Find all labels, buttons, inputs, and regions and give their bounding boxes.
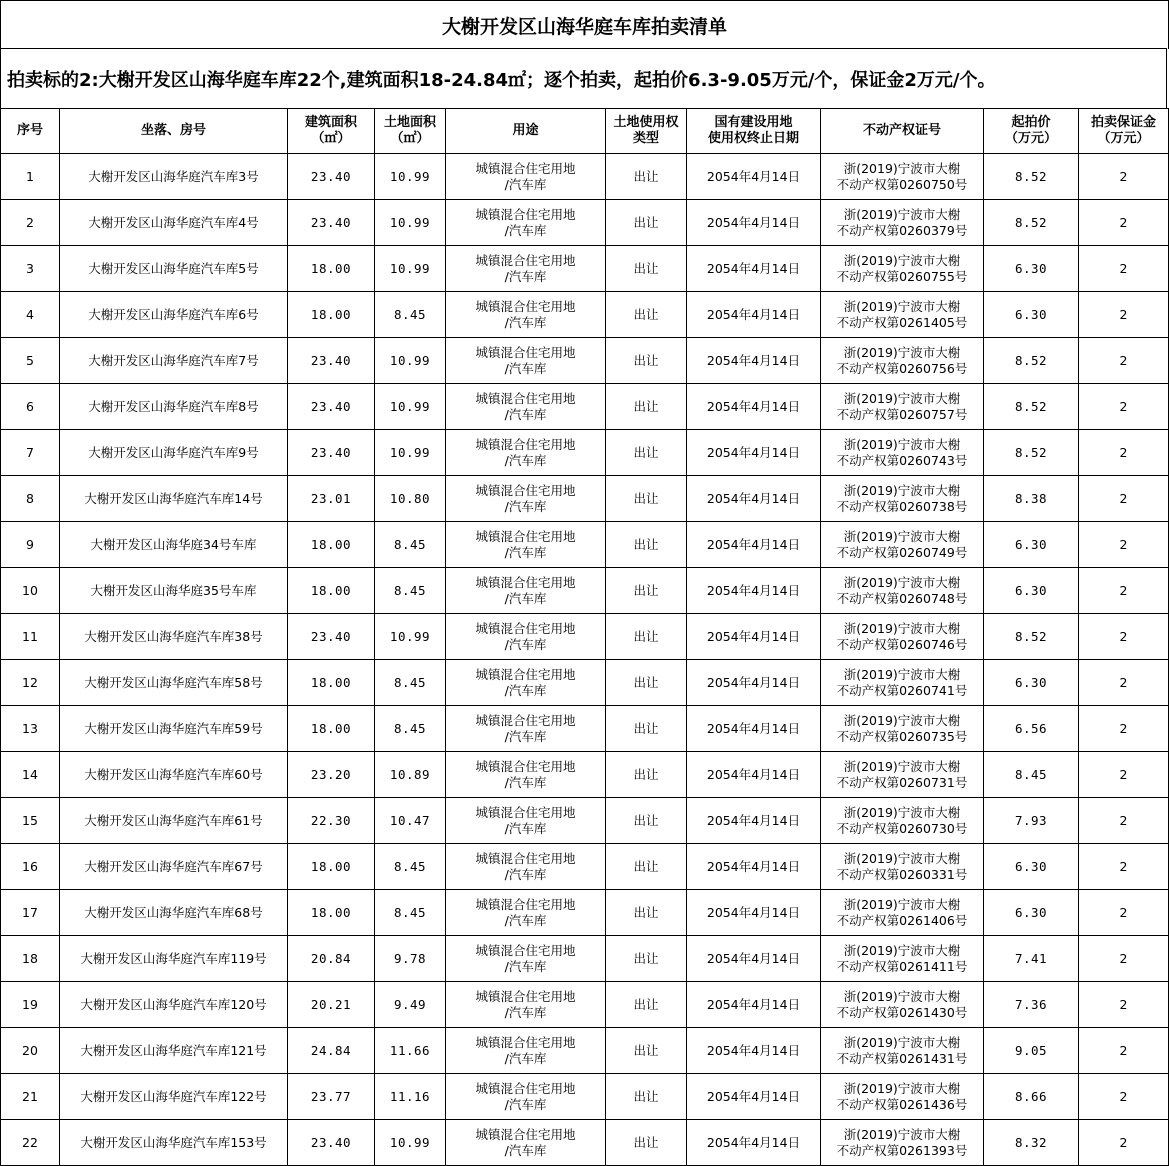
cell-start-price: 6.30 [984, 660, 1079, 706]
cell-seq: 5 [1, 338, 60, 384]
table-row [1, 844, 1169, 890]
table-row [1, 660, 1169, 706]
cell-end-date: 2054年4月14日 [687, 660, 821, 706]
cell-end-date: 2054年4月14日 [687, 890, 821, 936]
cell-seq: 1 [1, 154, 60, 200]
table-row [1, 890, 1169, 936]
cell-usage: 城镇混合住宅用地 /汽车库 [446, 154, 606, 200]
cell-end-date: 2054年4月14日 [687, 798, 821, 844]
table-row [1, 706, 1169, 752]
cell-location: 大榭开发区山海华庭汽车库59号 [60, 706, 288, 752]
cell-building-area: 23.77 [288, 1074, 375, 1120]
cell-cert: 浙(2019)宁波市大榭 不动产权第0260746号 [821, 614, 984, 660]
cell-land-area: 10.99 [375, 384, 446, 430]
cell-cert: 浙(2019)宁波市大榭 不动产权第0260735号 [821, 706, 984, 752]
table-row [1, 752, 1169, 798]
cell-seq: 8 [1, 476, 60, 522]
cell-building-area: 18.00 [288, 844, 375, 890]
cell-building-area: 18.00 [288, 522, 375, 568]
table-header-row [1, 109, 1169, 154]
cell-cert: 浙(2019)宁波市大榭 不动产权第0261405号 [821, 292, 984, 338]
cell-location: 大榭开发区山海华庭汽车库61号 [60, 798, 288, 844]
cell-land-area: 10.99 [375, 430, 446, 476]
cell-cert: 浙(2019)宁波市大榭 不动产权第0260730号 [821, 798, 984, 844]
cell-usage: 城镇混合住宅用地 /汽车库 [446, 430, 606, 476]
cell-deposit: 2 [1079, 936, 1169, 982]
cell-seq: 4 [1, 292, 60, 338]
table-row [1, 982, 1169, 1028]
cell-start-price: 8.52 [984, 154, 1079, 200]
cell-cert: 浙(2019)宁波市大榭 不动产权第0260750号 [821, 154, 984, 200]
cell-land-area: 8.45 [375, 568, 446, 614]
cell-usage: 城镇混合住宅用地 /汽车库 [446, 246, 606, 292]
cell-location: 大榭开发区山海华庭汽车库119号 [60, 936, 288, 982]
cell-cert: 浙(2019)宁波市大榭 不动产权第0260738号 [821, 476, 984, 522]
cell-location: 大榭开发区山海华庭35号车库 [60, 568, 288, 614]
cell-cert: 浙(2019)宁波市大榭 不动产权第0260731号 [821, 752, 984, 798]
cell-deposit: 2 [1079, 568, 1169, 614]
cell-right-type: 出让 [606, 614, 687, 660]
cell-right-type: 出让 [606, 936, 687, 982]
cell-land-area: 10.99 [375, 1120, 446, 1166]
cell-end-date: 2054年4月14日 [687, 292, 821, 338]
cell-usage: 城镇混合住宅用地 /汽车库 [446, 476, 606, 522]
cell-land-area: 10.99 [375, 200, 446, 246]
cell-location: 大榭开发区山海华庭汽车库120号 [60, 982, 288, 1028]
cell-land-area: 9.78 [375, 936, 446, 982]
cell-building-area: 23.40 [288, 614, 375, 660]
cell-location: 大榭开发区山海华庭汽车库153号 [60, 1120, 288, 1166]
cell-start-price: 7.41 [984, 936, 1079, 982]
cell-deposit: 2 [1079, 338, 1169, 384]
cell-deposit: 2 [1079, 752, 1169, 798]
cell-end-date: 2054年4月14日 [687, 614, 821, 660]
table-row [1, 614, 1169, 660]
header-location: 坐落、房号 [60, 109, 288, 154]
cell-deposit: 2 [1079, 660, 1169, 706]
cell-building-area: 23.40 [288, 200, 375, 246]
cell-cert: 浙(2019)宁波市大榭 不动产权第0260331号 [821, 844, 984, 890]
cell-seq: 2 [1, 200, 60, 246]
table-row [1, 1120, 1169, 1166]
cell-right-type: 出让 [606, 522, 687, 568]
cell-seq: 22 [1, 1120, 60, 1166]
cell-deposit: 2 [1079, 246, 1169, 292]
cell-cert: 浙(2019)宁波市大榭 不动产权第0260748号 [821, 568, 984, 614]
table-row [1, 430, 1169, 476]
table-row [1, 1028, 1169, 1074]
cell-deposit: 2 [1079, 890, 1169, 936]
cell-end-date: 2054年4月14日 [687, 1028, 821, 1074]
cell-end-date: 2054年4月14日 [687, 384, 821, 430]
cell-end-date: 2054年4月14日 [687, 338, 821, 384]
cell-end-date: 2054年4月14日 [687, 982, 821, 1028]
cell-cert: 浙(2019)宁波市大榭 不动产权第0261430号 [821, 982, 984, 1028]
cell-cert: 浙(2019)宁波市大榭 不动产权第0261431号 [821, 1028, 984, 1074]
cell-right-type: 出让 [606, 568, 687, 614]
cell-land-area: 11.16 [375, 1074, 446, 1120]
header-land-area: 土地面积 （㎡） [375, 109, 446, 154]
cell-location: 大榭开发区山海华庭汽车库7号 [60, 338, 288, 384]
table-row [1, 1074, 1169, 1120]
table-row [1, 384, 1169, 430]
cell-cert: 浙(2019)宁波市大榭 不动产权第0260757号 [821, 384, 984, 430]
cell-location: 大榭开发区山海华庭汽车库3号 [60, 154, 288, 200]
cell-usage: 城镇混合住宅用地 /汽车库 [446, 706, 606, 752]
cell-cert: 浙(2019)宁波市大榭 不动产权第0260741号 [821, 660, 984, 706]
cell-usage: 城镇混合住宅用地 /汽车库 [446, 568, 606, 614]
cell-usage: 城镇混合住宅用地 /汽车库 [446, 292, 606, 338]
auction-table [0, 108, 1169, 1166]
cell-cert: 浙(2019)宁波市大榭 不动产权第0261393号 [821, 1120, 984, 1166]
cell-end-date: 2054年4月14日 [687, 936, 821, 982]
cell-location: 大榭开发区山海华庭汽车库8号 [60, 384, 288, 430]
cell-seq: 18 [1, 936, 60, 982]
cell-seq: 6 [1, 384, 60, 430]
cell-right-type: 出让 [606, 706, 687, 752]
cell-land-area: 8.45 [375, 890, 446, 936]
cell-land-area: 9.49 [375, 982, 446, 1028]
cell-end-date: 2054年4月14日 [687, 154, 821, 200]
cell-deposit: 2 [1079, 384, 1169, 430]
cell-start-price: 8.52 [984, 430, 1079, 476]
cell-cert: 浙(2019)宁波市大榭 不动产权第0260755号 [821, 246, 984, 292]
header-cert: 不动产权证号 [821, 109, 984, 154]
cell-seq: 14 [1, 752, 60, 798]
cell-building-area: 22.30 [288, 798, 375, 844]
cell-usage: 城镇混合住宅用地 /汽车库 [446, 982, 606, 1028]
cell-deposit: 2 [1079, 292, 1169, 338]
cell-location: 大榭开发区山海华庭汽车库9号 [60, 430, 288, 476]
cell-usage: 城镇混合住宅用地 /汽车库 [446, 522, 606, 568]
cell-deposit: 2 [1079, 614, 1169, 660]
cell-land-area: 10.47 [375, 798, 446, 844]
cell-deposit: 2 [1079, 982, 1169, 1028]
cell-land-area: 10.99 [375, 246, 446, 292]
table-row [1, 522, 1169, 568]
cell-deposit: 2 [1079, 798, 1169, 844]
cell-seq: 13 [1, 706, 60, 752]
cell-land-area: 10.99 [375, 614, 446, 660]
cell-right-type: 出让 [606, 246, 687, 292]
cell-right-type: 出让 [606, 338, 687, 384]
cell-location: 大榭开发区山海华庭汽车库38号 [60, 614, 288, 660]
cell-seq: 15 [1, 798, 60, 844]
cell-start-price: 8.38 [984, 476, 1079, 522]
table-row [1, 798, 1169, 844]
cell-right-type: 出让 [606, 844, 687, 890]
auction-lot-description: 拍卖标的2:大榭开发区山海华庭车库22个,建筑面积18-24.84㎡；逐个拍卖，起拍价6.3-9.05万元/个，保证金2万元/个。 [0, 48, 1167, 108]
cell-end-date: 2054年4月14日 [687, 522, 821, 568]
cell-start-price: 6.30 [984, 844, 1079, 890]
cell-deposit: 2 [1079, 844, 1169, 890]
cell-end-date: 2054年4月14日 [687, 1120, 821, 1166]
cell-land-area: 10.89 [375, 752, 446, 798]
cell-location: 大榭开发区山海华庭汽车库14号 [60, 476, 288, 522]
cell-building-area: 23.40 [288, 1120, 375, 1166]
cell-right-type: 出让 [606, 1120, 687, 1166]
cell-deposit: 2 [1079, 430, 1169, 476]
table-row [1, 338, 1169, 384]
cell-usage: 城镇混合住宅用地 /汽车库 [446, 936, 606, 982]
cell-land-area: 10.80 [375, 476, 446, 522]
cell-start-price: 8.52 [984, 338, 1079, 384]
cell-end-date: 2054年4月14日 [687, 246, 821, 292]
cell-seq: 3 [1, 246, 60, 292]
cell-deposit: 2 [1079, 154, 1169, 200]
cell-deposit: 2 [1079, 476, 1169, 522]
table-row [1, 936, 1169, 982]
cell-land-area: 8.45 [375, 844, 446, 890]
cell-deposit: 2 [1079, 1074, 1169, 1120]
header-end-date: 国有建设用地 使用权终止日期 [687, 109, 821, 154]
cell-land-area: 10.99 [375, 338, 446, 384]
cell-building-area: 18.00 [288, 890, 375, 936]
cell-right-type: 出让 [606, 476, 687, 522]
cell-seq: 16 [1, 844, 60, 890]
cell-building-area: 23.20 [288, 752, 375, 798]
cell-usage: 城镇混合住宅用地 /汽车库 [446, 338, 606, 384]
cell-building-area: 23.40 [288, 338, 375, 384]
cell-building-area: 23.40 [288, 384, 375, 430]
header-building-area: 建筑面积 （㎡） [288, 109, 375, 154]
cell-land-area: 11.66 [375, 1028, 446, 1074]
cell-seq: 7 [1, 430, 60, 476]
cell-right-type: 出让 [606, 154, 687, 200]
cell-building-area: 24.84 [288, 1028, 375, 1074]
cell-cert: 浙(2019)宁波市大榭 不动产权第0261436号 [821, 1074, 984, 1120]
cell-start-price: 6.30 [984, 522, 1079, 568]
cell-seq: 12 [1, 660, 60, 706]
cell-deposit: 2 [1079, 1120, 1169, 1166]
cell-start-price: 6.30 [984, 292, 1079, 338]
cell-usage: 城镇混合住宅用地 /汽车库 [446, 384, 606, 430]
cell-land-area: 8.45 [375, 660, 446, 706]
cell-start-price: 9.05 [984, 1028, 1079, 1074]
cell-land-area: 10.99 [375, 154, 446, 200]
cell-start-price: 6.56 [984, 706, 1079, 752]
cell-start-price: 6.30 [984, 890, 1079, 936]
cell-end-date: 2054年4月14日 [687, 752, 821, 798]
cell-building-area: 18.00 [288, 292, 375, 338]
cell-usage: 城镇混合住宅用地 /汽车库 [446, 752, 606, 798]
cell-start-price: 8.52 [984, 384, 1079, 430]
cell-right-type: 出让 [606, 890, 687, 936]
cell-seq: 10 [1, 568, 60, 614]
cell-start-price: 8.66 [984, 1074, 1079, 1120]
cell-building-area: 18.00 [288, 706, 375, 752]
cell-right-type: 出让 [606, 384, 687, 430]
cell-right-type: 出让 [606, 798, 687, 844]
cell-cert: 浙(2019)宁波市大榭 不动产权第0261411号 [821, 936, 984, 982]
cell-location: 大榭开发区山海华庭汽车库60号 [60, 752, 288, 798]
cell-start-price: 6.30 [984, 246, 1079, 292]
cell-building-area: 18.00 [288, 246, 375, 292]
cell-end-date: 2054年4月14日 [687, 430, 821, 476]
cell-land-area: 8.45 [375, 706, 446, 752]
cell-end-date: 2054年4月14日 [687, 200, 821, 246]
cell-land-area: 8.45 [375, 522, 446, 568]
cell-usage: 城镇混合住宅用地 /汽车库 [446, 1120, 606, 1166]
cell-right-type: 出让 [606, 292, 687, 338]
cell-right-type: 出让 [606, 430, 687, 476]
cell-deposit: 2 [1079, 200, 1169, 246]
cell-location: 大榭开发区山海华庭汽车库121号 [60, 1028, 288, 1074]
cell-usage: 城镇混合住宅用地 /汽车库 [446, 660, 606, 706]
cell-right-type: 出让 [606, 1074, 687, 1120]
cell-building-area: 20.21 [288, 982, 375, 1028]
cell-cert: 浙(2019)宁波市大榭 不动产权第0260379号 [821, 200, 984, 246]
cell-right-type: 出让 [606, 660, 687, 706]
cell-end-date: 2054年4月14日 [687, 706, 821, 752]
cell-cert: 浙(2019)宁波市大榭 不动产权第0260749号 [821, 522, 984, 568]
cell-location: 大榭开发区山海华庭汽车库67号 [60, 844, 288, 890]
cell-end-date: 2054年4月14日 [687, 568, 821, 614]
table-row [1, 292, 1169, 338]
cell-location: 大榭开发区山海华庭汽车库122号 [60, 1074, 288, 1120]
cell-building-area: 18.00 [288, 568, 375, 614]
cell-start-price: 8.52 [984, 614, 1079, 660]
table-row [1, 476, 1169, 522]
cell-building-area: 20.84 [288, 936, 375, 982]
header-seq: 序号 [1, 109, 60, 154]
table-row [1, 154, 1169, 200]
cell-location: 大榭开发区山海华庭汽车库58号 [60, 660, 288, 706]
cell-cert: 浙(2019)宁波市大榭 不动产权第0260743号 [821, 430, 984, 476]
cell-building-area: 18.00 [288, 660, 375, 706]
cell-usage: 城镇混合住宅用地 /汽车库 [446, 844, 606, 890]
cell-end-date: 2054年4月14日 [687, 844, 821, 890]
header-usage: 用途 [446, 109, 606, 154]
cell-right-type: 出让 [606, 982, 687, 1028]
page-title: 大榭开发区山海华庭车库拍卖清单 [0, 0, 1169, 49]
cell-seq: 21 [1, 1074, 60, 1120]
cell-start-price: 8.45 [984, 752, 1079, 798]
cell-right-type: 出让 [606, 1028, 687, 1074]
header-start-price: 起拍价 （万元） [984, 109, 1079, 154]
cell-seq: 19 [1, 982, 60, 1028]
cell-usage: 城镇混合住宅用地 /汽车库 [446, 1028, 606, 1074]
cell-location: 大榭开发区山海华庭34号车库 [60, 522, 288, 568]
cell-start-price: 8.52 [984, 200, 1079, 246]
cell-location: 大榭开发区山海华庭汽车库5号 [60, 246, 288, 292]
cell-seq: 20 [1, 1028, 60, 1074]
cell-building-area: 23.40 [288, 154, 375, 200]
cell-deposit: 2 [1079, 706, 1169, 752]
cell-start-price: 7.93 [984, 798, 1079, 844]
cell-usage: 城镇混合住宅用地 /汽车库 [446, 798, 606, 844]
cell-right-type: 出让 [606, 200, 687, 246]
cell-start-price: 6.30 [984, 568, 1079, 614]
header-deposit: 拍卖保证金 （万元） [1079, 109, 1169, 154]
table-row [1, 568, 1169, 614]
cell-deposit: 2 [1079, 522, 1169, 568]
cell-building-area: 23.40 [288, 430, 375, 476]
cell-start-price: 7.36 [984, 982, 1079, 1028]
cell-cert: 浙(2019)宁波市大榭 不动产权第0260756号 [821, 338, 984, 384]
cell-usage: 城镇混合住宅用地 /汽车库 [446, 890, 606, 936]
cell-end-date: 2054年4月14日 [687, 476, 821, 522]
cell-start-price: 8.32 [984, 1120, 1079, 1166]
cell-end-date: 2054年4月14日 [687, 1074, 821, 1120]
cell-seq: 17 [1, 890, 60, 936]
cell-building-area: 23.01 [288, 476, 375, 522]
header-land-right-type: 土地使用权 类型 [606, 109, 687, 154]
table-row [1, 246, 1169, 292]
cell-location: 大榭开发区山海华庭汽车库6号 [60, 292, 288, 338]
cell-cert: 浙(2019)宁波市大榭 不动产权第0261406号 [821, 890, 984, 936]
cell-seq: 9 [1, 522, 60, 568]
cell-usage: 城镇混合住宅用地 /汽车库 [446, 614, 606, 660]
cell-usage: 城镇混合住宅用地 /汽车库 [446, 200, 606, 246]
cell-seq: 11 [1, 614, 60, 660]
cell-usage: 城镇混合住宅用地 /汽车库 [446, 1074, 606, 1120]
cell-deposit: 2 [1079, 1028, 1169, 1074]
cell-location: 大榭开发区山海华庭汽车库68号 [60, 890, 288, 936]
cell-right-type: 出让 [606, 752, 687, 798]
table-row [1, 200, 1169, 246]
cell-land-area: 8.45 [375, 292, 446, 338]
cell-location: 大榭开发区山海华庭汽车库4号 [60, 200, 288, 246]
